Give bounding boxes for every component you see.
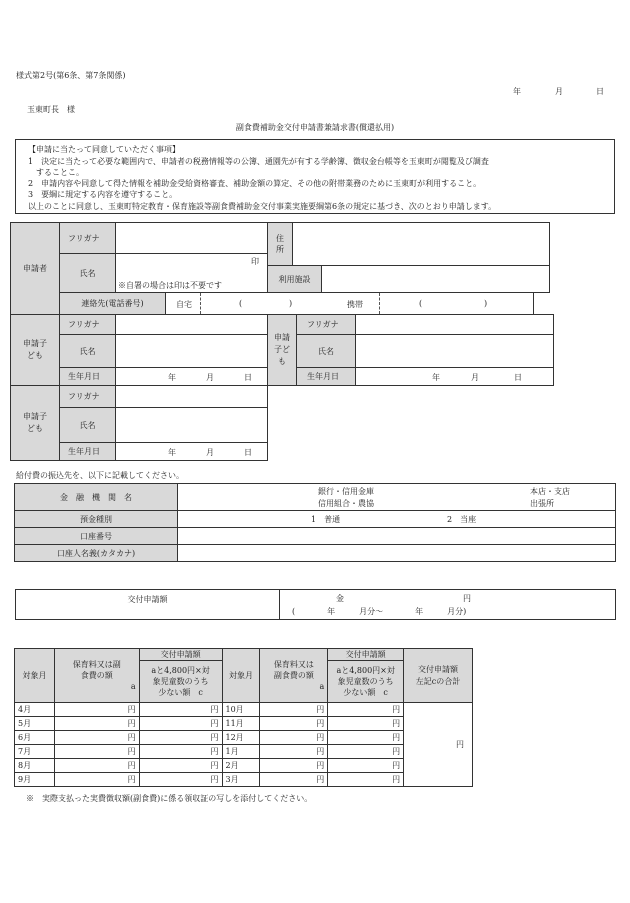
institution-field[interactable]: 銀行・信用金庫 信用組合・農協 本店・支店 出張所 (177, 483, 616, 511)
col-month-right: 対象月 (222, 649, 260, 703)
consent-item-1: 1 決定に当たって必要な範囲内で、申請者の税務情報等の公簿、通園先が有する学齢簿、徴収金台帳等を玉東町が閲覧及び調査 (28, 157, 489, 166)
table-cell: 円 (54, 703, 139, 717)
consent-item-1-cont: することこ。 (36, 168, 84, 177)
account-number-field[interactable] (177, 527, 616, 545)
account-holder-label: 口座人名義(カタカナ) (14, 544, 178, 562)
form-number: 様式第2号(第6条、第7条関係) (16, 71, 126, 80)
contact-label: 連絡先(電話番号) (59, 292, 166, 315)
receipt-note: ※ 実際支払った実費徴収額(副食費)に係る領収証の写しを添付してください。 (26, 794, 313, 803)
consent-box (15, 139, 615, 214)
table-cell: 円 (328, 717, 404, 731)
table-cell: 円 (139, 731, 222, 745)
date-day: 日 (596, 87, 604, 96)
total-field[interactable]: 円 (404, 703, 473, 787)
seal-mark: 印 (251, 257, 259, 266)
table-cell: 円 (54, 759, 139, 773)
child-2-name-field[interactable] (355, 334, 554, 368)
applicant-furigana-label: フリガナ (59, 222, 116, 254)
child-1-furigana-field[interactable] (115, 314, 268, 335)
consent-item-3: 3 要綱に規定する内容を遵守すること。 (28, 190, 178, 199)
applicant-furigana-field[interactable] (115, 222, 268, 254)
table-cell: 円 (139, 745, 222, 759)
table-cell: 円 (328, 745, 404, 759)
account-number-label: 口座番号 (14, 527, 178, 545)
table-cell: 円 (260, 745, 328, 759)
applicant-name-label: 氏名 (59, 253, 116, 293)
institution-label: 金 融 機 関 名 (14, 483, 178, 511)
table-cell: 11月 (222, 717, 260, 731)
table-cell: 円 (54, 717, 139, 731)
monthly-table (14, 648, 473, 787)
col-a-left: 保育料又は副 食費の額 a (54, 649, 139, 703)
table-cell: 10月 (222, 703, 260, 717)
date-month: 月 (555, 87, 563, 96)
child-3-furigana-field[interactable] (115, 385, 268, 408)
deposit-type-label: 預金種別 (14, 510, 178, 528)
table-cell: 円 (54, 773, 139, 787)
address-label: 住所 (267, 222, 293, 266)
col-total: 交付申請額 左記cの合計 (404, 649, 473, 703)
grant-label-cell: 交付申請額 (15, 589, 280, 620)
child-3-label: 申請子ども (10, 385, 60, 461)
table-cell: 円 (54, 731, 139, 745)
page-title: 副食費補助金交付申請書兼請求書(償還払用) (235, 123, 395, 132)
consent-heading: 【申請に当たって同意していただく事項】 (28, 145, 180, 154)
consent-closing: 以上のことに同意し、玉東町特定教育・保育施設等副食費補助金交付事業実施要綱第6条の規定に基づき、次のとおり申請します。 (28, 202, 497, 211)
facility-label: 利用施設 (267, 265, 322, 293)
table-cell: 円 (139, 759, 222, 773)
table-cell: 7月 (15, 745, 55, 759)
col-a-right: 保育料又は 副食費の額 a (260, 649, 328, 703)
address-field[interactable] (292, 222, 550, 266)
table-cell: 円 (260, 773, 328, 787)
table-cell: 円 (54, 745, 139, 759)
child-3-dob-field[interactable]: 年 月 日 (115, 442, 268, 461)
bank-intro: 給付費の振込先を、以下に記載してください。 (16, 471, 184, 480)
child-2-label: 申請子ども (267, 314, 297, 386)
table-row (15, 703, 473, 717)
home-label: 自宅 (176, 300, 192, 309)
contact-field: 自宅 ( ) 携帯 ( ) (165, 292, 534, 315)
child-1-dob-field[interactable]: 年 月 日 (115, 367, 268, 386)
child-2-dob-field[interactable]: 年 月 日 (355, 367, 554, 386)
applicant-name-field[interactable] (115, 253, 268, 293)
col-grant-left: 交付申請額 (139, 649, 222, 661)
addressee: 玉東町長 様 (27, 105, 75, 114)
table-cell: 2月 (222, 759, 260, 773)
table-cell: 円 (139, 703, 222, 717)
child-1-name-field[interactable] (115, 334, 268, 368)
facility-field[interactable] (321, 265, 550, 293)
table-cell: 円 (260, 717, 328, 731)
table-cell: 8月 (15, 759, 55, 773)
col-c-right: aと4,800円×対 象児童数のうち 少ない額 c (328, 661, 404, 703)
child-3-name-field[interactable] (115, 407, 268, 443)
child-1-label: 申請子ども (10, 314, 60, 386)
table-cell: 1月 (222, 745, 260, 759)
table-cell: 円 (260, 731, 328, 745)
table-cell: 円 (328, 703, 404, 717)
table-cell: 円 (328, 759, 404, 773)
table-cell: 円 (260, 759, 328, 773)
applicant-label: 申請者 (10, 222, 60, 315)
table-cell: 3月 (222, 773, 260, 787)
table-cell: 6月 (15, 731, 55, 745)
table-cell: 円 (139, 717, 222, 731)
col-c-left: aと4,800円×対 象児童数のうち 少ない額 c (139, 661, 222, 703)
table-cell: 円 (328, 773, 404, 787)
child-2-furigana-field[interactable] (355, 314, 554, 335)
deposit-type-field[interactable]: 1 普通 2 当座 (177, 510, 616, 528)
consent-item-2: 2 申請内容や同意して得た情報を補助金受給資格審査、補助金額の算定、その他の附帯業務のために玉東町が利用すること。 (28, 179, 482, 188)
table-cell: 9月 (15, 773, 55, 787)
col-grant-right: 交付申請額 (328, 649, 404, 661)
account-holder-field[interactable] (177, 544, 616, 562)
col-month-left: 対象月 (15, 649, 55, 703)
table-cell: 円 (328, 731, 404, 745)
table-cell: 円 (260, 703, 328, 717)
grant-amount-field[interactable]: 金 円 ( 年 月分～ 年 月分) (279, 589, 616, 620)
table-cell: 12月 (222, 731, 260, 745)
table-cell: 5月 (15, 717, 55, 731)
seal-note: ※自署の場合は印は不要です (118, 281, 222, 290)
table-cell: 4月 (15, 703, 55, 717)
date-year: 年 (513, 87, 521, 96)
mobile-label: 携帯 (347, 300, 363, 309)
table-cell: 円 (139, 773, 222, 787)
